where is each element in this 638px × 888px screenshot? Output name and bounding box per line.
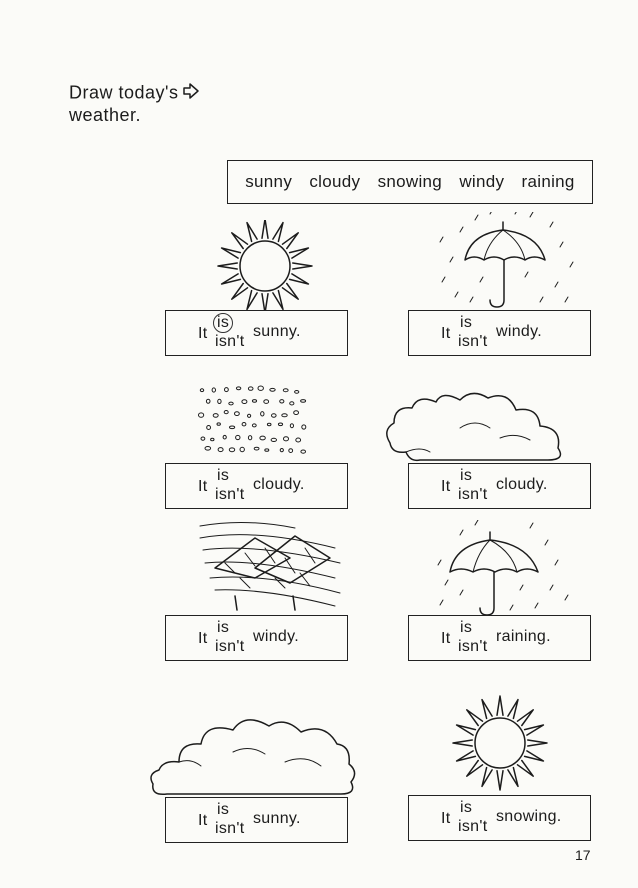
sentence-subject: It bbox=[198, 630, 208, 647]
option-is[interactable]: is bbox=[217, 801, 230, 818]
option-isnt[interactable]: isn't bbox=[458, 818, 488, 835]
sentence-box bbox=[408, 463, 591, 509]
rain-drops bbox=[440, 212, 573, 302]
word-bank-item: windy bbox=[459, 172, 505, 191]
instruction bbox=[69, 82, 200, 126]
sentence-weather-word: windy. bbox=[253, 628, 299, 645]
sentence-subject: It bbox=[441, 810, 451, 827]
word-bank-item: sunny bbox=[245, 172, 293, 191]
cloud-icon bbox=[145, 712, 360, 802]
sentence-box bbox=[165, 797, 348, 843]
sentence-box bbox=[408, 795, 591, 841]
sentence-box bbox=[165, 310, 348, 356]
sun-icon bbox=[440, 695, 560, 795]
snowflakes-icon bbox=[190, 380, 310, 465]
sentence-box bbox=[408, 310, 591, 356]
sentence-box bbox=[165, 463, 348, 509]
cloud-icon bbox=[380, 388, 570, 466]
pointing-hand-icon bbox=[182, 82, 200, 105]
option-isnt[interactable]: isn't bbox=[215, 820, 245, 837]
sentence-box bbox=[165, 615, 348, 661]
word-bank bbox=[227, 160, 593, 204]
sentence-weather-word: snowing. bbox=[496, 808, 562, 825]
sentence-subject: It bbox=[441, 630, 451, 647]
sentence-subject: It bbox=[441, 325, 451, 342]
option-isnt[interactable]: isn't bbox=[458, 333, 488, 350]
instruction-line-1: Draw today's bbox=[69, 82, 179, 103]
option-is[interactable]: is bbox=[217, 619, 230, 636]
sentence-weather-word: cloudy. bbox=[253, 476, 305, 493]
option-isnt[interactable]: isn't bbox=[458, 486, 488, 503]
sentence-weather-word: sunny. bbox=[253, 810, 301, 827]
sentence-weather-word: cloudy. bbox=[496, 476, 548, 493]
sentence-weather-word: windy. bbox=[496, 323, 542, 340]
rain-drops bbox=[438, 520, 568, 610]
option-isnt[interactable]: isn't bbox=[458, 638, 488, 655]
option-is[interactable]: is bbox=[217, 314, 230, 331]
sun-icon bbox=[205, 220, 325, 320]
option-is[interactable]: is bbox=[460, 314, 473, 331]
option-is[interactable]: is bbox=[460, 799, 473, 816]
sentence-weather-word: sunny. bbox=[253, 323, 301, 340]
sentence-subject: It bbox=[198, 478, 208, 495]
sentence-subject: It bbox=[441, 478, 451, 495]
option-is[interactable]: is bbox=[460, 619, 473, 636]
page-number: 17 bbox=[575, 847, 591, 863]
instruction-line-2: weather. bbox=[69, 105, 142, 125]
option-is[interactable]: is bbox=[217, 467, 230, 484]
option-isnt[interactable]: isn't bbox=[215, 638, 245, 655]
word-bank-item: snowing bbox=[377, 172, 443, 191]
word-bank-item: cloudy bbox=[309, 172, 361, 191]
sentence-box bbox=[408, 615, 591, 661]
windy-trees-icon bbox=[195, 518, 345, 616]
option-isnt[interactable]: isn't bbox=[215, 486, 245, 503]
sentence-weather-word: raining. bbox=[496, 628, 551, 645]
sentence-subject: It bbox=[198, 325, 208, 342]
option-is[interactable]: is bbox=[460, 467, 473, 484]
umbrella-rain-icon bbox=[430, 212, 580, 312]
option-isnt[interactable]: isn't bbox=[215, 333, 245, 350]
umbrella-rain-icon bbox=[430, 520, 580, 620]
word-bank-item: raining bbox=[521, 172, 575, 191]
sentence-subject: It bbox=[198, 812, 208, 829]
